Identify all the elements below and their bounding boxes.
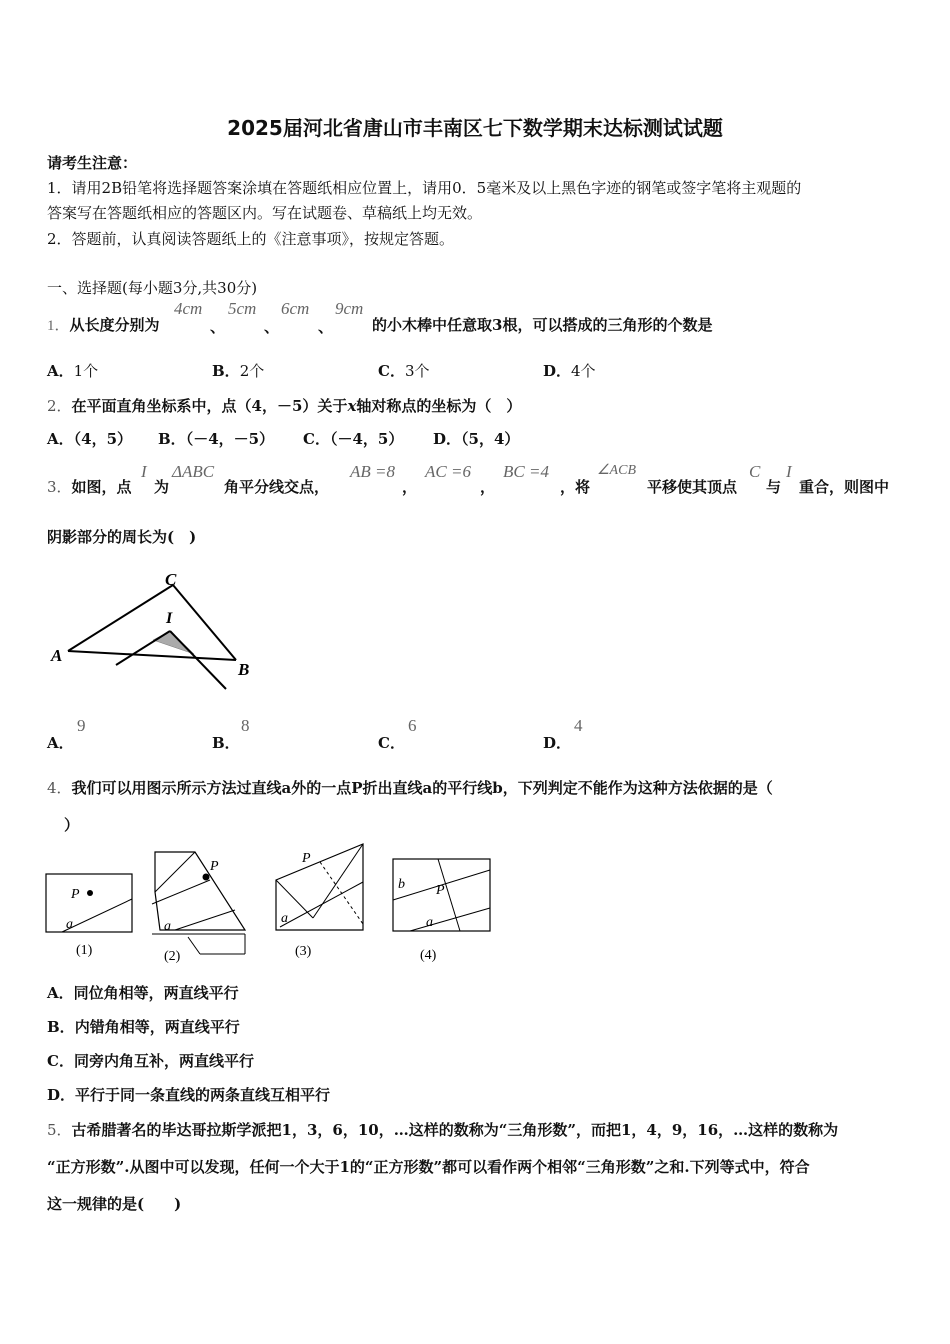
q4-figure-2	[152, 852, 245, 964]
q3-angle-acb: ∠ACB	[597, 463, 636, 478]
q4-fig4-b: b	[398, 877, 405, 892]
q3-option-d-letter[interactable]: D．	[543, 734, 572, 752]
q4-option-a[interactable]: A．同位角相等，两直线平行	[47, 984, 239, 1002]
q4-stem: 4．我们可以用图示所示方法过直线a外的一点P折出直线a的平行线b，下列判定不能作为这种方法依据的是（	[47, 779, 773, 797]
q1-prefix: 从长度分别为	[69, 316, 160, 334]
q3-option-b-value: 8	[241, 716, 250, 735]
notice-line-1: 1．请用2B铅笔将选择题答案涂填在答题纸相应位置上，请用0．5毫米及以上黑色字迹的钢笔或签字笔将主观题的	[47, 179, 802, 197]
q3-text-translate: 平移使其顶点	[647, 478, 738, 496]
q4-fig4-caption: (4)	[420, 948, 437, 963]
q3-comma-2: ，	[480, 478, 496, 496]
q4-figure-4	[393, 859, 490, 963]
q5-stem-line-1: 5．古希腊著名的毕达哥拉斯学派把1，3，6，10，…这样的数称为“三角形数”，而把1，4，9，16，…这样的数称为	[47, 1121, 839, 1139]
q3-figure	[48, 565, 268, 695]
q1-sep-2: 、	[264, 318, 280, 336]
q3-number-and-text: 3．如图，点	[47, 478, 132, 496]
q4-stem-line-2: ）	[64, 816, 80, 834]
q4-fig3-caption: (3)	[295, 944, 312, 959]
q4-figure-1	[46, 874, 132, 958]
q1-length-3: 6cm	[281, 299, 310, 318]
section-heading: 一、选择题(每小题3分,共30分)	[47, 279, 258, 297]
q2-option-c[interactable]: C．（－4，5）	[303, 430, 404, 448]
q3-label-a: A	[51, 646, 63, 665]
q3-option-a-value: 9	[77, 716, 86, 735]
q3-text-jiang: ，将	[560, 478, 591, 496]
q2-option-b[interactable]: B．（－4，－5）	[158, 430, 275, 448]
q1-option-b[interactable]: B．2个	[212, 362, 265, 380]
q1-length-2: 5cm	[228, 299, 257, 318]
q3-text-bisector: 角平分线交点，	[224, 478, 330, 496]
q5-stem-line-2: “正方形数”.从图中可以发现，任何一个大于1的“正方形数”都可以看作两个相邻“三角形数”之和.下列等式中，符合	[47, 1158, 810, 1176]
q4-figure-3	[276, 844, 363, 959]
q1-option-c[interactable]: C．3个	[378, 362, 430, 380]
q3-line-2: 阴影部分的周长为( )	[47, 528, 197, 546]
q4-fig3-p: P	[302, 851, 311, 866]
q1-stem	[47, 314, 160, 335]
q3-option-a-letter[interactable]: A．	[47, 734, 74, 752]
q4-option-b[interactable]: B．内错角相等，两直线平行	[47, 1018, 240, 1036]
q3-point-i-2: I	[786, 462, 792, 481]
q1-suffix: 的小木棒中任意取3根，可以搭成的三角形的个数是	[372, 316, 713, 334]
q4-option-c[interactable]: C．同旁内角互补，两直线平行	[47, 1052, 254, 1070]
q3-bc-value: BC =4	[503, 462, 549, 481]
q3-triangle-abc: ΔABC	[172, 462, 215, 481]
q4-fig4-p: P	[436, 883, 445, 898]
q5-stem-line-3: 这一规律的是( )	[47, 1195, 182, 1213]
q3-text-coincide: 重合，则图中	[799, 478, 890, 496]
q1-option-d[interactable]: D．4个	[543, 362, 596, 380]
q3-option-c-letter[interactable]: C．	[378, 734, 405, 752]
q3-label-c: C	[165, 570, 177, 589]
q1-option-a[interactable]: A．1个	[47, 362, 99, 380]
q3-label-b: B	[238, 660, 250, 679]
q3-option-b-letter[interactable]: B．	[212, 734, 240, 752]
q4-option-d[interactable]: D．平行于同一条直线的两条直线互相平行	[47, 1086, 331, 1104]
q4-fig1-a: a	[66, 917, 73, 932]
q3-point-i: I	[141, 462, 147, 481]
page-title: 2025届河北省唐山市丰南区七下数学期末达标测试试题	[227, 116, 723, 140]
q4-fig1-caption: (1)	[76, 943, 93, 958]
q4-fig2-caption: (2)	[164, 949, 181, 964]
q3-label-i: I	[166, 610, 173, 627]
q1-sep-1: 、	[210, 318, 226, 336]
q2-stem: 2．在平面直角坐标系中，点（4，－5）关于x轴对称点的坐标为（ ）	[47, 397, 522, 415]
q3-ac-value: AC =6	[425, 462, 471, 481]
q1-number: 1．	[47, 318, 70, 334]
q4-fig1-p: P	[71, 887, 80, 902]
notice-heading: 请考生注意：	[47, 154, 138, 172]
q3-ab-value: AB =8	[350, 462, 395, 481]
q2-option-a[interactable]: A．（4，5）	[47, 430, 133, 448]
q2-option-d[interactable]: D．（5，4）	[433, 430, 520, 448]
q3-translated-side-1	[116, 631, 170, 665]
q3-text-yu: 与	[766, 478, 782, 496]
q4-figures	[40, 842, 500, 967]
notice-line-3: 2．答题前，认真阅读答题纸上的《注意事项》，按规定答题。	[47, 230, 455, 248]
q4-fig3-a: a	[281, 911, 288, 926]
q1-sep-3: 、	[318, 318, 334, 336]
q4-fig2-p: P	[210, 859, 219, 874]
q3-option-d-value: 4	[574, 716, 583, 735]
q3-text-wei: 为	[154, 478, 170, 496]
q4-fig4-a: a	[426, 915, 433, 930]
q3-side-ab	[68, 651, 236, 660]
notice-line-2: 答案写在答题纸相应的答题区内。写在试题卷、草稿纸上均无效。	[47, 204, 483, 222]
q1-length-1: 4cm	[174, 299, 203, 318]
q3-comma-1: ，	[402, 478, 418, 496]
q3-option-c-value: 6	[408, 716, 417, 735]
q1-length-4: 9cm	[335, 299, 364, 318]
q4-fig2-a: a	[164, 919, 171, 934]
q3-vertex-c: C	[749, 462, 761, 481]
